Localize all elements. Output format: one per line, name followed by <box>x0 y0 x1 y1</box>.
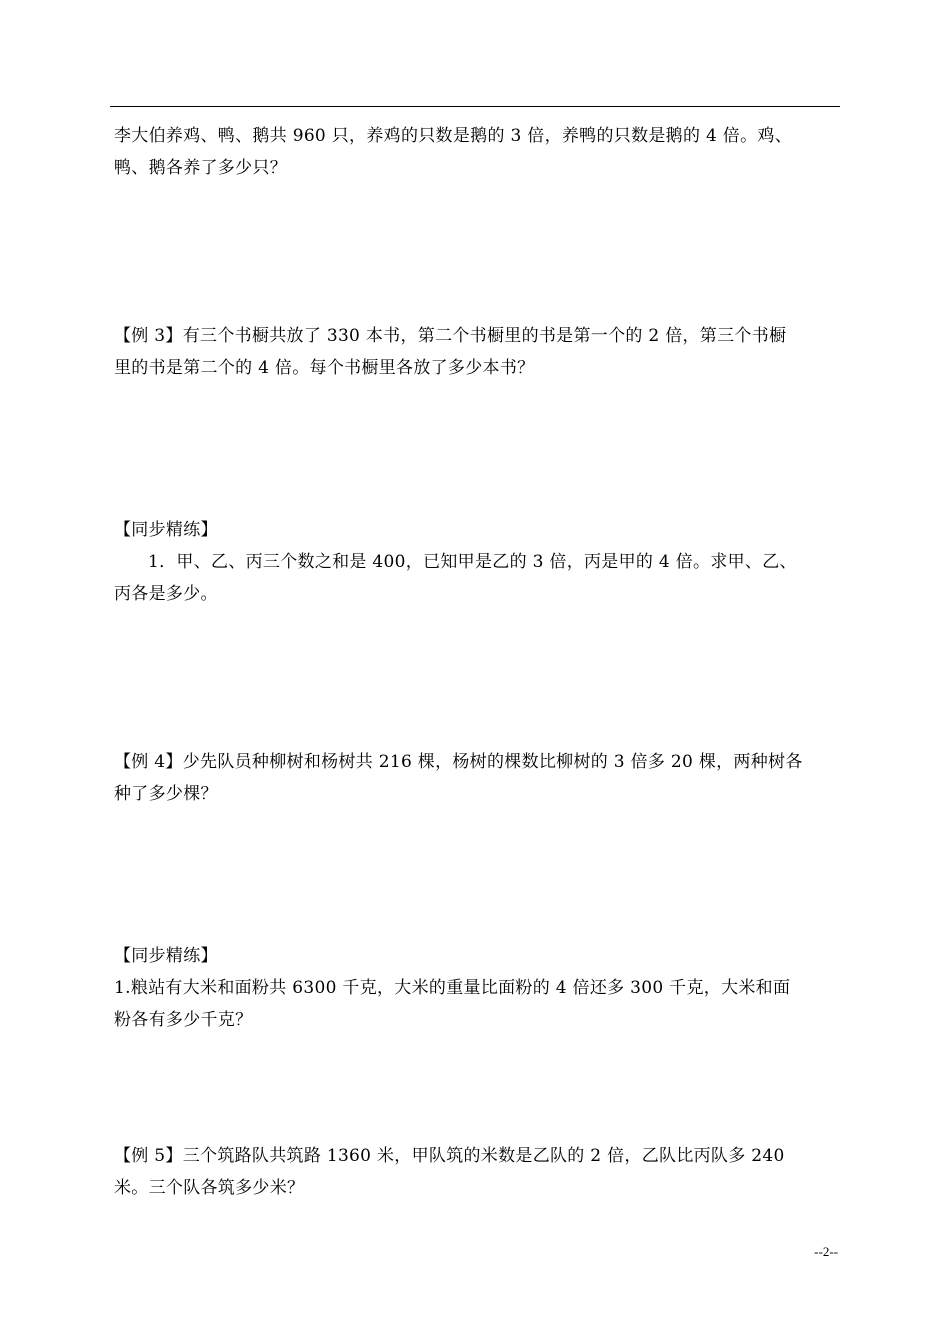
practice-section-2 <box>114 940 840 1036</box>
practice-heading: 【同步精练】 <box>114 946 218 966</box>
example-3-line-1: 【例 3】有三个书橱共放了 330 本书，第二个书橱里的书是第一个的 2 倍，第三个书橱 <box>114 326 787 346</box>
problem-intro-line-2: 鸭、鹅各养了多少只？ <box>114 158 287 178</box>
example-4 <box>114 746 840 810</box>
practice-2-line-1: 1.粮站有大米和面粉共 6300 千克，大米的重量比面粉的 4 倍还多 300 千克，大米和面 <box>114 978 791 998</box>
example-5 <box>114 1140 840 1204</box>
example-5-line-1: 【例 5】三个筑路队共筑路 1360 米，甲队筑的米数是乙队的 2 倍，乙队比丙队多 240 <box>114 1146 785 1166</box>
example-3-line-2: 里的书是第二个的 4 倍。每个书橱里各放了多少本书？ <box>114 358 535 378</box>
problem-intro-line-1: 李大伯养鸡、鸭、鹅共 960 只，养鸡的只数是鹅的 3 倍，养鸭的只数是鹅的 4 倍。鸡、 <box>114 126 793 146</box>
practice-section-1 <box>114 514 840 610</box>
example-5-line-2: 米。三个队各筑多少米？ <box>114 1178 305 1198</box>
example-4-line-2: 种了多少棵？ <box>114 784 218 804</box>
example-3 <box>114 320 840 384</box>
example-4-line-1: 【例 4】少先队员种柳树和杨树共 216 棵，杨树的棵数比柳树的 3 倍多 20 棵，两种树各 <box>114 752 803 772</box>
page-number: --2-- <box>814 1244 838 1259</box>
practice-1-line-2: 丙各是多少。 <box>114 584 218 604</box>
practice-1-line-1: 1．甲、乙、丙三个数之和是 400，已知甲是乙的 3 倍，丙是甲的 4 倍。求甲、乙、 <box>148 552 797 572</box>
practice-2-line-2: 粉各有多少千克？ <box>114 1010 253 1030</box>
header-rule <box>110 106 840 107</box>
problem-intro <box>114 120 840 184</box>
practice-heading: 【同步精练】 <box>114 520 218 540</box>
